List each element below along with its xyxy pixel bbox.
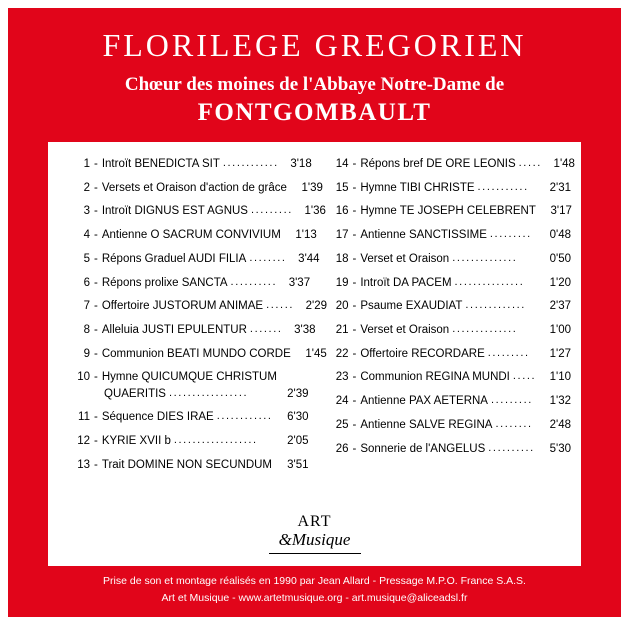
track-title: Antienne SANCTISSIME <box>360 229 487 242</box>
track-duration: 1'00 <box>549 324 571 337</box>
track-duration: 2'48 <box>549 418 571 431</box>
track-separator: - <box>94 347 98 360</box>
track-duration: 5'30 <box>549 442 571 455</box>
track-row <box>329 182 572 195</box>
abbey-name: FONTGOMBAULT <box>197 98 432 126</box>
track-number: 25 <box>335 418 349 431</box>
track-duration: 3'51 <box>287 458 309 471</box>
page-title: FLORILEGE GREGORIEN <box>102 27 527 63</box>
track-number: 10 <box>77 371 90 384</box>
track-title: Répons prolixe SANCTA <box>101 276 228 289</box>
track-duration: 3'17 <box>550 205 572 218</box>
track-title: Introït BENEDICTA SIT <box>101 158 220 170</box>
track-separator: - <box>94 158 98 170</box>
track-separator: - <box>94 411 98 424</box>
track-duration: 1'45 <box>305 347 327 360</box>
track-row <box>70 411 309 424</box>
track-title: Séquence DIES IRAE <box>101 411 214 424</box>
track-title: Offertoire JUSTORUM ANIMAE <box>101 300 264 313</box>
track-row <box>329 277 572 290</box>
track-number: 16 <box>335 205 349 218</box>
track-duration: 1'32 <box>549 395 571 408</box>
track-row <box>70 459 309 472</box>
tracklist-panel <box>48 142 581 566</box>
track-title: Répons Graduel AUDI FILIA <box>101 252 247 265</box>
cd-sleeve <box>8 8 621 617</box>
track-title: Antienne SALVE REGINA <box>360 418 493 431</box>
track-title: Antienne PAX AETERNA <box>360 395 488 408</box>
track-separator: - <box>352 442 357 455</box>
leader-dots: ......... <box>250 204 293 217</box>
track-row <box>70 157 312 171</box>
track-number: 18 <box>335 252 349 265</box>
track-title: Introït DIGNUS EST AGNUS <box>101 205 248 218</box>
leader-dots: ............. <box>465 299 526 312</box>
leader-dots: .......... <box>230 275 278 288</box>
track-separator: - <box>352 300 357 313</box>
track-number: 15 <box>335 181 349 194</box>
track-number: 22 <box>335 347 349 360</box>
track-separator: - <box>352 158 357 170</box>
track-duration: 2'05 <box>287 435 309 448</box>
track-duration: 1'36 <box>304 205 326 218</box>
track-row <box>70 277 309 290</box>
leader-dots: ....... <box>249 323 283 336</box>
track-duration: 3'37 <box>288 276 311 289</box>
track-separator: - <box>352 418 357 431</box>
track-number: 8 <box>83 324 90 337</box>
leader-dots: ........ <box>495 417 533 430</box>
track-number: 11 <box>78 411 90 424</box>
track-separator: - <box>94 181 98 194</box>
subtitle: Chœur des moines de l'Abbaye Notre-Dame de <box>124 74 505 96</box>
track-number: 20 <box>335 300 349 313</box>
leader-dots: ......... <box>490 394 533 407</box>
label-logo <box>48 514 581 554</box>
track-separator: - <box>352 371 357 384</box>
track-title: Offertoire RECORDARE <box>360 347 485 360</box>
tracklist-right-column <box>321 158 580 483</box>
track-separator: - <box>94 300 98 313</box>
track-separator: - <box>352 205 357 218</box>
footer-credits: Prise de son et montage réalisés en 1990 par Jean Allard - Pressage M.P.O. France S.A.S. <box>103 575 526 588</box>
leader-dots: ............ <box>216 410 273 423</box>
track-title: Antienne O SACRUM CONVIVIUM <box>101 229 281 242</box>
track-title: Trait DOMINE NON SECUNDUM <box>101 458 273 471</box>
track-row <box>329 253 572 266</box>
track-row <box>70 347 327 361</box>
track-row <box>329 205 572 218</box>
track-separator: - <box>94 458 98 471</box>
track-row <box>70 251 320 266</box>
leader-dots: .............. <box>452 323 518 336</box>
leader-dots: ........ <box>249 251 287 264</box>
track-separator: - <box>94 435 98 448</box>
track-title: Communion REGINA MUNDI <box>360 371 510 384</box>
track-title: Alleluia JUSTI EPULENTUR <box>101 324 247 337</box>
track-title: Versets et Oraison d'action de grâce <box>101 181 287 194</box>
track-title: Hymne TIBI CHRISTE <box>360 181 475 194</box>
track-number: 23 <box>335 371 349 384</box>
track-number: 14 <box>335 158 349 170</box>
track-duration: 0'48 <box>549 229 571 242</box>
leader-dots: ...... <box>266 299 295 312</box>
track-number: 13 <box>77 458 90 471</box>
track-separator: - <box>94 229 98 242</box>
track-duration: 2'29 <box>305 300 328 313</box>
track-number: 26 <box>335 442 349 455</box>
track-number: 1 <box>83 158 90 170</box>
track-row <box>329 300 572 313</box>
track-separator: - <box>352 252 357 265</box>
track-row <box>329 443 572 456</box>
track-row <box>70 371 309 400</box>
track-row <box>329 348 572 361</box>
track-row <box>329 324 572 337</box>
track-duration: 0'50 <box>549 252 571 265</box>
track-number: 6 <box>83 276 90 289</box>
track-title: Hymne TE JOSEPH CELEBRENT <box>360 205 536 218</box>
track-number: 2 <box>83 181 90 194</box>
track-separator: - <box>94 252 98 265</box>
track-duration: 2'31 <box>549 181 571 194</box>
track-row <box>329 371 572 384</box>
track-row <box>329 395 572 408</box>
track-number: 4 <box>83 229 90 242</box>
track-number: 17 <box>335 229 349 242</box>
track-duration: 3'44 <box>298 252 320 265</box>
logo-divider <box>269 553 361 554</box>
track-title: Répons bref DE ORE LEONIS <box>360 158 516 170</box>
track-title: Psaume EXAUDIAT <box>360 300 463 313</box>
track-row <box>70 181 323 195</box>
leader-dots: ................. <box>168 386 249 399</box>
track-duration: 1'27 <box>549 347 571 360</box>
track-row <box>70 299 328 313</box>
track-separator: - <box>94 205 98 218</box>
track-duration: 1'20 <box>549 276 571 289</box>
leader-dots: .................. <box>173 434 258 447</box>
leader-dots: ......... <box>487 346 530 359</box>
track-duration: 1'48 <box>553 158 575 170</box>
track-title: Sonnerie de l'ANGELUS <box>360 442 486 455</box>
track-row <box>70 229 317 242</box>
tracklist-columns <box>56 158 573 483</box>
track-number: 12 <box>77 435 90 448</box>
tracklist-left-column <box>56 157 328 483</box>
label-logo-art: ART <box>297 513 332 531</box>
track-duration: 2'37 <box>549 300 571 313</box>
track-separator: - <box>94 371 98 384</box>
track-row <box>70 435 309 448</box>
track-title: Verset et Oraison <box>360 252 450 265</box>
track-number: 24 <box>335 395 349 408</box>
header <box>8 8 621 126</box>
track-row <box>329 419 572 432</box>
leader-dots: ......... <box>489 228 532 241</box>
footer-contact: Art et Musique - www.artetmusique.org - art.musique@aliceadsl.fr <box>161 592 468 605</box>
track-row <box>70 323 316 337</box>
track-title: Communion BEATI MUNDO CORDE <box>101 347 291 360</box>
track-title: Verset et Oraison <box>360 324 450 337</box>
track-number: 3 <box>83 205 90 218</box>
track-row <box>329 157 575 171</box>
footer <box>8 573 621 607</box>
leader-dots: ..... <box>512 370 537 383</box>
track-separator: - <box>94 276 98 289</box>
track-separator: - <box>352 395 357 408</box>
track-separator: - <box>352 347 357 360</box>
track-duration: 3'38 <box>294 324 316 337</box>
leader-dots: ..... <box>518 157 542 169</box>
track-duration: 6'30 <box>287 411 309 424</box>
track-number: 7 <box>83 300 90 313</box>
track-duration: 1'10 <box>549 371 571 384</box>
track-separator: - <box>352 229 357 242</box>
track-row <box>70 204 326 218</box>
leader-dots: .............. <box>452 251 518 264</box>
leader-dots: ............ <box>222 157 279 169</box>
leader-dots: ............... <box>454 275 525 288</box>
track-number: 21 <box>335 324 349 337</box>
track-separator: - <box>352 276 357 289</box>
track-row <box>329 229 572 242</box>
track-duration: 1'39 <box>301 181 323 194</box>
leader-dots: ........... <box>477 180 529 193</box>
track-duration: 2'39 <box>287 387 309 400</box>
track-separator: - <box>352 181 357 194</box>
track-number: 5 <box>83 252 90 265</box>
label-logo-musique: &Musique <box>278 530 351 550</box>
track-separator: - <box>94 324 98 337</box>
track-number: 9 <box>83 347 90 360</box>
track-separator: - <box>352 324 357 337</box>
track-duration: 1'13 <box>295 229 317 242</box>
track-title: KYRIE XVII b <box>101 435 171 448</box>
leader-dots: .......... <box>488 441 535 454</box>
track-duration: 3'18 <box>290 158 312 170</box>
track-title-continuation: QUAERITIS <box>104 387 166 400</box>
track-title: Introït DA PACEM <box>360 276 452 289</box>
track-title: Hymne QUICUMQUE CHRISTUM <box>101 371 277 384</box>
track-number: 19 <box>335 276 349 289</box>
